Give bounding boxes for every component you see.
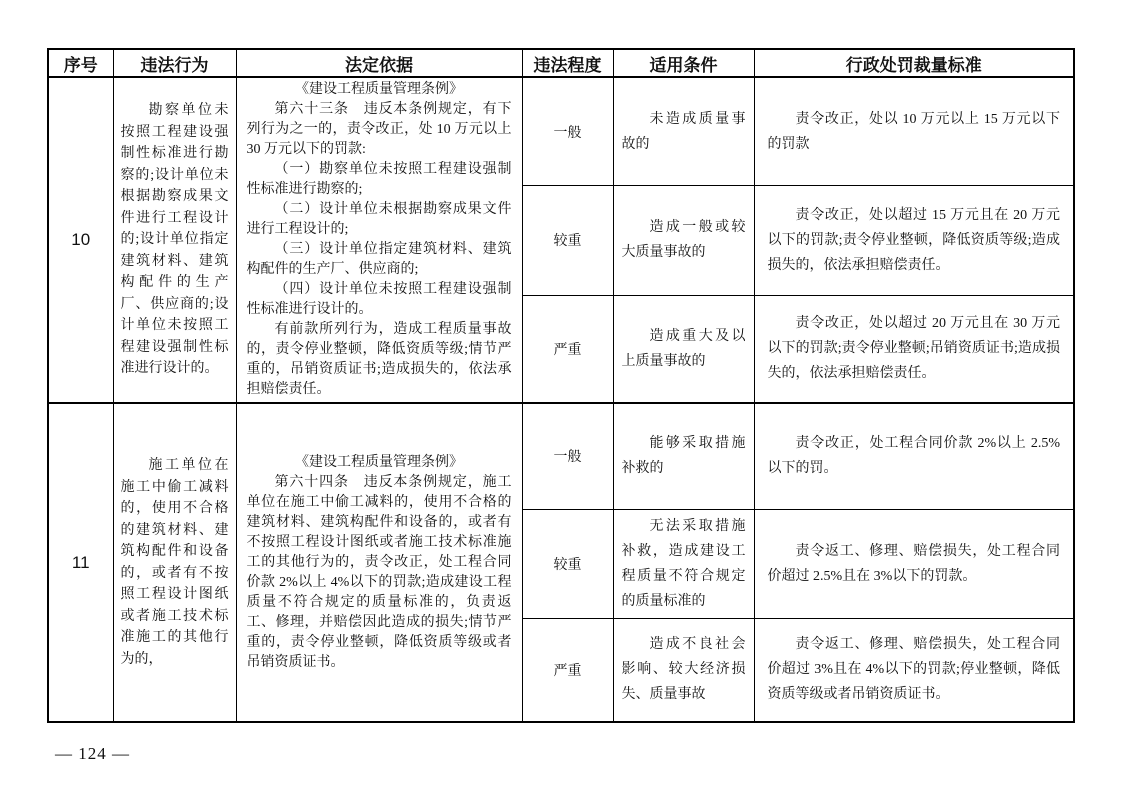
basis-paragraph: 第六十四条 违反本条例规定，施工单位在施工中偷工减料的，使用不合格的建筑材料、建筑构配件和设备的，或者有不按照工程设计图纸或者施工技术标准施工的其他行为的，责令改正，处工程合同价款 2%以上 4%以下的罚款;造成建设工程质量不符合规定的质量标准的，负责返工、修理，并赔偿因此造成的损失;情节严重的，责令停业整顿，降低资质等级或者吊销资质证书。: [246, 474, 512, 670]
applicable-condition-text: 造成不良社会影响、较大经济损失、质量事故: [621, 637, 746, 703]
applicable-condition-text: 造成一般或较大质量事故的: [621, 220, 746, 261]
regulation-title: 《建设工程质量管理条例》: [295, 454, 463, 470]
basis-paragraph: 第六十三条 违反本条例规定，有下列行为之一的，责令改正，处 10 万元以上 30 万元以下的罚款:: [246, 102, 512, 157]
violation-degree: 较重: [522, 509, 613, 618]
violation-degree: 一般: [522, 77, 613, 186]
col-header-illegal-behavior: 违法行为: [113, 49, 236, 77]
penalty-standard-text: 责令改正，处工程合同价款 2%以上 2.5%以下的罚。: [767, 436, 1060, 477]
serial-number-11: 11: [48, 403, 113, 722]
regulation-title: 《建设工程质量管理条例》: [295, 82, 463, 97]
penalty-standard-cell: [754, 77, 1074, 186]
applicable-condition-cell: [613, 186, 754, 296]
penalty-standard-text: 责令改正，处以 10 万元以上 15 万元以下的罚款: [767, 111, 1060, 152]
table-header-row: [48, 49, 1074, 77]
penalty-standard-text: 责令改正，处以超过 20 万元且在 30 万元以下的罚款;责令停业整顿;吊销资质证书;造成损失的，依法承担赔偿责任。: [767, 316, 1060, 382]
penalty-standard-cell: [754, 618, 1074, 722]
violation-degree: 较重: [522, 186, 613, 296]
illegal-behavior-cell-10: [113, 77, 236, 403]
serial-number-10: 10: [48, 77, 113, 403]
col-header-penalty-standard: 行政处罚裁量标准: [754, 49, 1074, 77]
penalty-standard-cell: [754, 295, 1074, 403]
penalty-standard-cell: [754, 186, 1074, 296]
penalty-standard-text: 责令返工、修理、赔偿损失，处工程合同价超过 2.5%且在 3%以下的罚款。: [767, 543, 1060, 584]
col-header-applicable-conditions: 适用条件: [613, 49, 754, 77]
illegal-behavior-cell-11: [113, 403, 236, 722]
col-header-legal-basis: 法定依据: [236, 49, 522, 77]
violation-degree: 严重: [522, 295, 613, 403]
col-header-serial-number: 序号: [48, 49, 113, 77]
violation-degree: 严重: [522, 618, 613, 722]
applicable-condition-text: 造成重大及以上质量事故的: [621, 328, 746, 369]
basis-paragraph: 有前款所列行为，造成工程质量事故的，责令停业整顿，降低资质等级;情节严重的，吊销资质证书;造成损失的，依法承担赔偿责任。: [246, 322, 512, 397]
basis-paragraph: （二）设计单位未根据勘察成果文件进行工程设计的;: [246, 202, 512, 237]
basis-paragraph: （一）勘察单位未按照工程建设强制性标准进行勘察的;: [246, 162, 512, 197]
penalty-standard-text: 责令返工、修理、赔偿损失，处工程合同价超过 3%且在 4%以下的罚款;停业整顿，降低资质等级或者吊销资质证书。: [767, 637, 1060, 703]
applicable-condition-cell: [613, 295, 754, 403]
page-number: — 124 —: [55, 744, 130, 763]
illegal-behavior-text: 勘察单位未按照工程建设强制性标准进行勘察的;设计单位未根据勘察成果文件进行工程设计的;设计单位指定建筑材料、建筑构配件的生产厂、供应商的;设计单位未按照工程建设强制性标准进行设计的。: [120, 103, 229, 377]
table-row: [48, 403, 1074, 509]
penalty-standard-cell: [754, 509, 1074, 618]
applicable-condition-text: 未造成质量事故的: [621, 111, 746, 152]
penalty-standard-text: 责令改正，处以超过 15 万元且在 20 万元以下的罚款;责令停业整顿，降低资质等级;造成损失的，依法承担赔偿责任。: [767, 207, 1060, 273]
basis-paragraph: （四）设计单位未按照工程建设强制性标准进行设计的。: [246, 282, 512, 317]
applicable-condition-cell: [613, 77, 754, 186]
penalty-standards-table-container: [47, 48, 1075, 723]
legal-basis-cell-11: [236, 403, 522, 722]
applicable-condition-text: 能够采取措施补救的: [621, 436, 746, 477]
applicable-condition-cell: [613, 509, 754, 618]
illegal-behavior-text: 施工单位在施工中偷工减料的，使用不合格的建筑材料、建筑构配件和设备的，或者有不按照工程设计图纸或者施工技术标准施工的其他行为的，: [120, 458, 229, 667]
applicable-condition-text: 无法采取措施补救，造成建设工程质量不符合规定的质量标准的: [621, 518, 746, 609]
applicable-condition-cell: [613, 403, 754, 509]
table-row: [48, 77, 1074, 186]
applicable-condition-cell: [613, 618, 754, 722]
basis-paragraph: （三）设计单位指定建筑材料、建筑构配件的生产厂、供应商的;: [246, 242, 512, 277]
penalty-standards-table: [47, 48, 1075, 723]
col-header-violation-degree: 违法程度: [522, 49, 613, 77]
violation-degree: 一般: [522, 403, 613, 509]
legal-basis-cell-10: [236, 77, 522, 403]
penalty-standard-cell: [754, 403, 1074, 509]
